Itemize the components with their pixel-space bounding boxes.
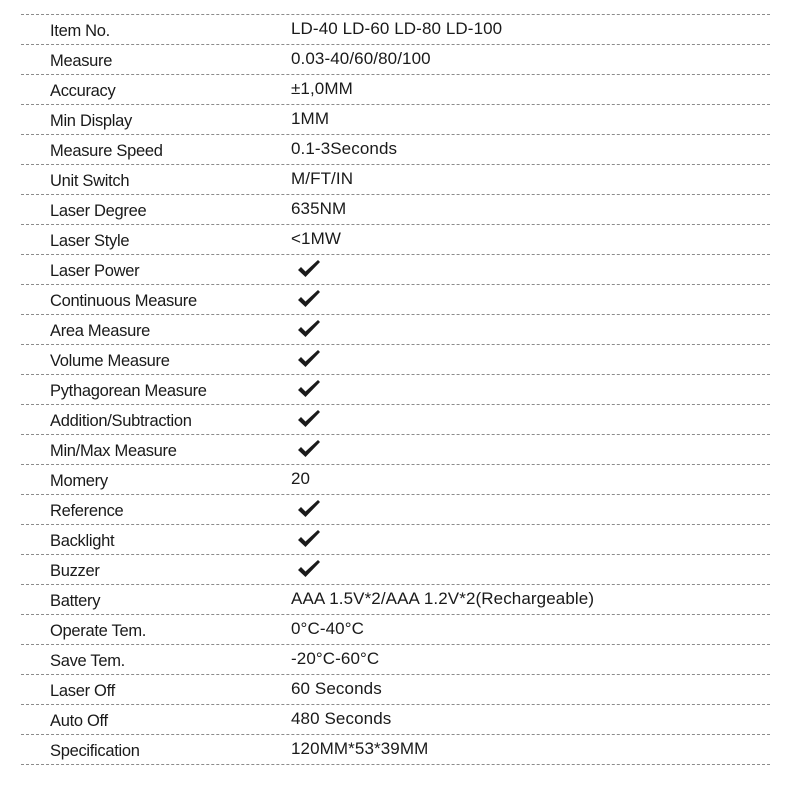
checkmark-icon [297, 409, 321, 429]
checkmark-icon [297, 289, 321, 309]
spec-value: 1MM [291, 109, 330, 128]
spec-label: Laser Power [50, 262, 140, 280]
spec-value: 0.1-3Seconds [291, 139, 398, 158]
spec-row [21, 435, 770, 465]
spec-value: LD-40 LD-60 LD-80 LD-100 [291, 19, 503, 38]
spec-label: Accuracy [50, 82, 116, 100]
spec-label: Min Display [50, 112, 132, 130]
spec-value: -20°C-60°C [291, 649, 380, 668]
spec-row [21, 15, 770, 45]
spec-label: Pythagorean Measure [50, 382, 207, 400]
checkmark-icon [297, 259, 321, 279]
spec-row [21, 675, 770, 705]
spec-row [21, 735, 770, 765]
spec-row [21, 375, 770, 405]
checkmark-icon [297, 559, 321, 579]
spec-label: Continuous Measure [50, 292, 197, 310]
spec-label: Min/Max Measure [50, 442, 177, 460]
checkmark-icon [297, 349, 321, 369]
spec-label: Area Measure [50, 322, 151, 340]
spec-label: Buzzer [50, 562, 100, 580]
spec-value: 120MM*53*39MM [291, 739, 429, 758]
spec-value: 20 [291, 469, 311, 488]
spec-row [21, 135, 770, 165]
spec-row [21, 165, 770, 195]
spec-value: AAA 1.5V*2/AAA 1.2V*2(Rechargeable) [291, 589, 595, 608]
spec-value: 0°C-40°C [291, 619, 364, 638]
spec-row [21, 285, 770, 315]
spec-label: Auto Off [50, 712, 108, 730]
checkmark-icon [297, 499, 321, 519]
spec-value: ±1,0MM [291, 79, 353, 98]
spec-label: Specification [50, 742, 140, 760]
spec-row [21, 465, 770, 495]
checkmark-icon [297, 379, 321, 399]
spec-row [21, 315, 770, 345]
spec-label: Addition/Subtraction [50, 412, 192, 430]
spec-label: Laser Style [50, 232, 130, 250]
spec-value: 0.03-40/60/80/100 [291, 49, 431, 68]
spec-label: Volume Measure [50, 352, 170, 370]
spec-label: Laser Off [50, 682, 115, 700]
spec-label: Item No. [50, 22, 110, 40]
spec-row [21, 225, 770, 255]
spec-row [21, 195, 770, 225]
spec-row [21, 645, 770, 675]
spec-value: 60 Seconds [291, 679, 382, 698]
spec-label: Momery [50, 472, 108, 490]
spec-label: Reference [50, 502, 124, 520]
spec-value: 635NM [291, 199, 347, 218]
spec-label: Measure Speed [50, 142, 163, 160]
spec-row [21, 585, 770, 615]
spec-row [21, 405, 770, 435]
spec-row [21, 555, 770, 585]
spec-value: 480 Seconds [291, 709, 392, 728]
spec-row [21, 495, 770, 525]
checkmark-icon [297, 439, 321, 459]
spec-label: Laser Degree [50, 202, 147, 220]
spec-value: <1MW [291, 229, 341, 248]
spec-value: M/FT/IN [291, 169, 354, 188]
spec-label: Operate Tem. [50, 622, 147, 640]
spec-row [21, 615, 770, 645]
checkmark-icon [297, 319, 321, 339]
spec-row [21, 255, 770, 285]
spec-row [21, 345, 770, 375]
spec-label: Backlight [50, 532, 115, 550]
checkmark-icon [297, 529, 321, 549]
spec-row [21, 75, 770, 105]
spec-row [21, 705, 770, 735]
spec-label: Measure [50, 52, 113, 70]
spec-table [21, 14, 770, 765]
spec-label: Save Tem. [50, 652, 125, 670]
spec-row [21, 525, 770, 555]
spec-row [21, 105, 770, 135]
spec-label: Battery [50, 592, 101, 610]
spec-label: Unit Switch [50, 172, 130, 190]
spec-row [21, 45, 770, 75]
